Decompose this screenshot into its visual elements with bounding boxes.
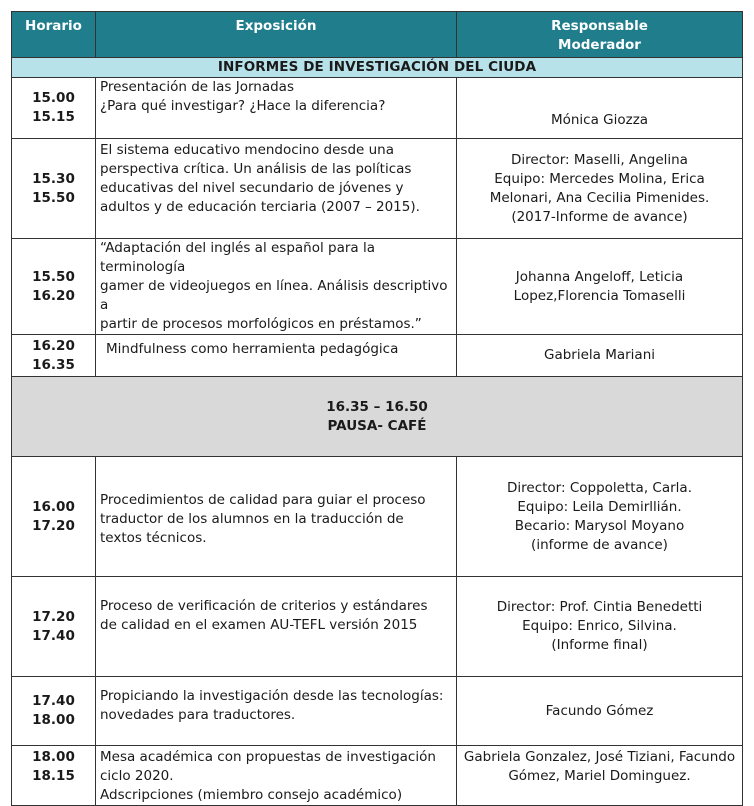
table-row bbox=[12, 239, 743, 335]
responsible-cell bbox=[457, 457, 743, 577]
exposition-line: textos técnicos. bbox=[100, 530, 207, 546]
exposition-line: ciclo 2020. bbox=[100, 768, 174, 784]
exposition-line: “Adaptación del inglés al español para la terminología bbox=[100, 240, 376, 275]
responsible-cell bbox=[457, 677, 743, 746]
header-responsable bbox=[457, 12, 743, 58]
exposition-line: partir de procesos morfológicos en préstamos.” bbox=[100, 316, 422, 332]
exposition-line: Adscripciones (miembro consejo académico) bbox=[100, 787, 403, 803]
responsible-line: Facundo Gómez bbox=[545, 702, 654, 719]
responsible-line: Becario: Marysol Moyano bbox=[514, 517, 685, 534]
table-row bbox=[12, 335, 743, 377]
exposition-line: Presentación de las Jornadas bbox=[100, 79, 294, 95]
end-time: 18.00 bbox=[32, 712, 75, 728]
end-time: 15.50 bbox=[32, 189, 75, 206]
start-time: 15.50 bbox=[32, 268, 75, 285]
responsible-cell bbox=[457, 577, 743, 677]
end-time: 16.35 bbox=[32, 356, 75, 373]
exposition-cell bbox=[96, 457, 457, 577]
start-time: 15.30 bbox=[32, 170, 75, 187]
exposition-line: de calidad en el examen AU-TEFL versión 2015 bbox=[100, 617, 418, 633]
start-time: 17.20 bbox=[32, 608, 75, 625]
responsible-line: Mónica Giozza bbox=[550, 112, 649, 128]
responsible-line: Equipo: Mercedes Molina, Erica bbox=[494, 170, 705, 187]
table-row bbox=[12, 577, 743, 677]
exposition-line: novedades para traductores. bbox=[100, 707, 296, 723]
responsible-line: Gómez, Mariel Dominguez. bbox=[508, 768, 691, 784]
responsible-cell bbox=[457, 78, 743, 139]
exposition-cell bbox=[96, 577, 457, 677]
exposition-line: Procedimientos de calidad para guiar el proceso bbox=[100, 492, 426, 508]
exposition-cell bbox=[96, 239, 457, 335]
section-row bbox=[12, 58, 743, 78]
start-time: 16.00 bbox=[32, 498, 75, 515]
responsible-line: Director: Prof. Cintia Benedetti bbox=[496, 599, 703, 615]
time-cell bbox=[12, 78, 96, 139]
responsible-cell bbox=[457, 239, 743, 335]
responsible-line: Gabriela Mariani bbox=[543, 347, 656, 363]
schedule-table bbox=[11, 11, 743, 806]
responsible-cell bbox=[457, 139, 743, 239]
exposition-line: traductor de los alumnos en la traducción de bbox=[100, 511, 404, 527]
responsible-line: Melonari, Ana Cecilia Pimenides. bbox=[489, 189, 710, 206]
table-row bbox=[12, 457, 743, 577]
exposition-line: ¿Para qué investigar? ¿Hace la diferencia? bbox=[100, 98, 386, 114]
responsible-line: Gabriela Gonzalez, José Tiziani, Facundo bbox=[463, 749, 736, 765]
responsible-line: (Informe final) bbox=[551, 637, 648, 653]
pause-row bbox=[12, 377, 743, 457]
end-time: 17.40 bbox=[32, 627, 75, 644]
responsible-line: Equipo: Leila Demirllián. bbox=[517, 498, 682, 515]
start-time: 15.00 bbox=[32, 90, 75, 106]
exposition-line: El sistema educativo mendocino desde una bbox=[100, 142, 394, 158]
header-moderador-label: Moderador bbox=[558, 37, 641, 53]
section-title: INFORMES DE INVESTIGACIÓN DEL CIUDA bbox=[12, 58, 743, 78]
responsible-line: Equipo: Enrico, Silvina. bbox=[522, 618, 677, 634]
exposition-line: gamer de videojuegos en línea. Análisis descriptivo a bbox=[100, 278, 448, 313]
time-cell bbox=[12, 239, 96, 335]
responsible-line: Director: Maselli, Angelina bbox=[511, 151, 688, 168]
exposition-line: perspectiva crítica. Un análisis de las políticas bbox=[100, 161, 412, 177]
time-cell bbox=[12, 457, 96, 577]
table-row bbox=[12, 139, 743, 239]
time-cell bbox=[12, 577, 96, 677]
time-cell bbox=[12, 139, 96, 239]
responsible-line: (2017-Informe de avance) bbox=[511, 208, 688, 225]
start-time: 18.00 bbox=[32, 749, 75, 765]
exposition-line: Propiciando la investigación desde las tecnologías: bbox=[100, 688, 444, 704]
responsible-line: Lopez,Florencia Tomaselli bbox=[513, 287, 686, 304]
table-row bbox=[12, 78, 743, 139]
exposition-cell bbox=[96, 335, 457, 377]
pause-cell bbox=[12, 377, 743, 457]
exposition-line: educativas del nivel secundario de jóvenes y bbox=[100, 180, 404, 196]
time-cell bbox=[12, 677, 96, 746]
exposition-line: Mesa académica con propuestas de investigación bbox=[100, 749, 436, 765]
responsible-line: (informe de avance) bbox=[531, 536, 668, 553]
exposition-cell bbox=[96, 78, 457, 139]
header-horario: Horario bbox=[12, 12, 96, 58]
header-responsable-label: Responsable bbox=[551, 18, 648, 34]
exposition-line: Proceso de verificación de criterios y estándares bbox=[100, 598, 428, 614]
exposition-cell bbox=[96, 677, 457, 746]
start-time: 17.40 bbox=[32, 693, 75, 709]
exposition-line: Mindfulness como herramienta pedagógica bbox=[106, 341, 399, 357]
pause-label: PAUSA- CAFÉ bbox=[327, 417, 427, 434]
responsible-cell bbox=[457, 335, 743, 377]
time-cell bbox=[12, 335, 96, 377]
start-time: 16.20 bbox=[32, 337, 75, 354]
table-row bbox=[12, 677, 743, 746]
end-time: 17.20 bbox=[32, 517, 75, 534]
exposition-cell bbox=[96, 139, 457, 239]
end-time: 16.20 bbox=[32, 287, 75, 304]
responsible-line: Johanna Angeloff, Leticia bbox=[515, 268, 684, 285]
end-time: 15.15 bbox=[32, 109, 75, 125]
pause-time: 16.35 – 16.50 bbox=[326, 398, 428, 415]
exposition-line: adultos y de educación terciaria (2007 – 2015). bbox=[100, 199, 420, 215]
header-exposicion: Exposición bbox=[96, 12, 457, 58]
end-time: 18.15 bbox=[32, 768, 75, 784]
header-row bbox=[12, 12, 743, 58]
responsible-line: Director: Coppoletta, Carla. bbox=[507, 479, 692, 496]
